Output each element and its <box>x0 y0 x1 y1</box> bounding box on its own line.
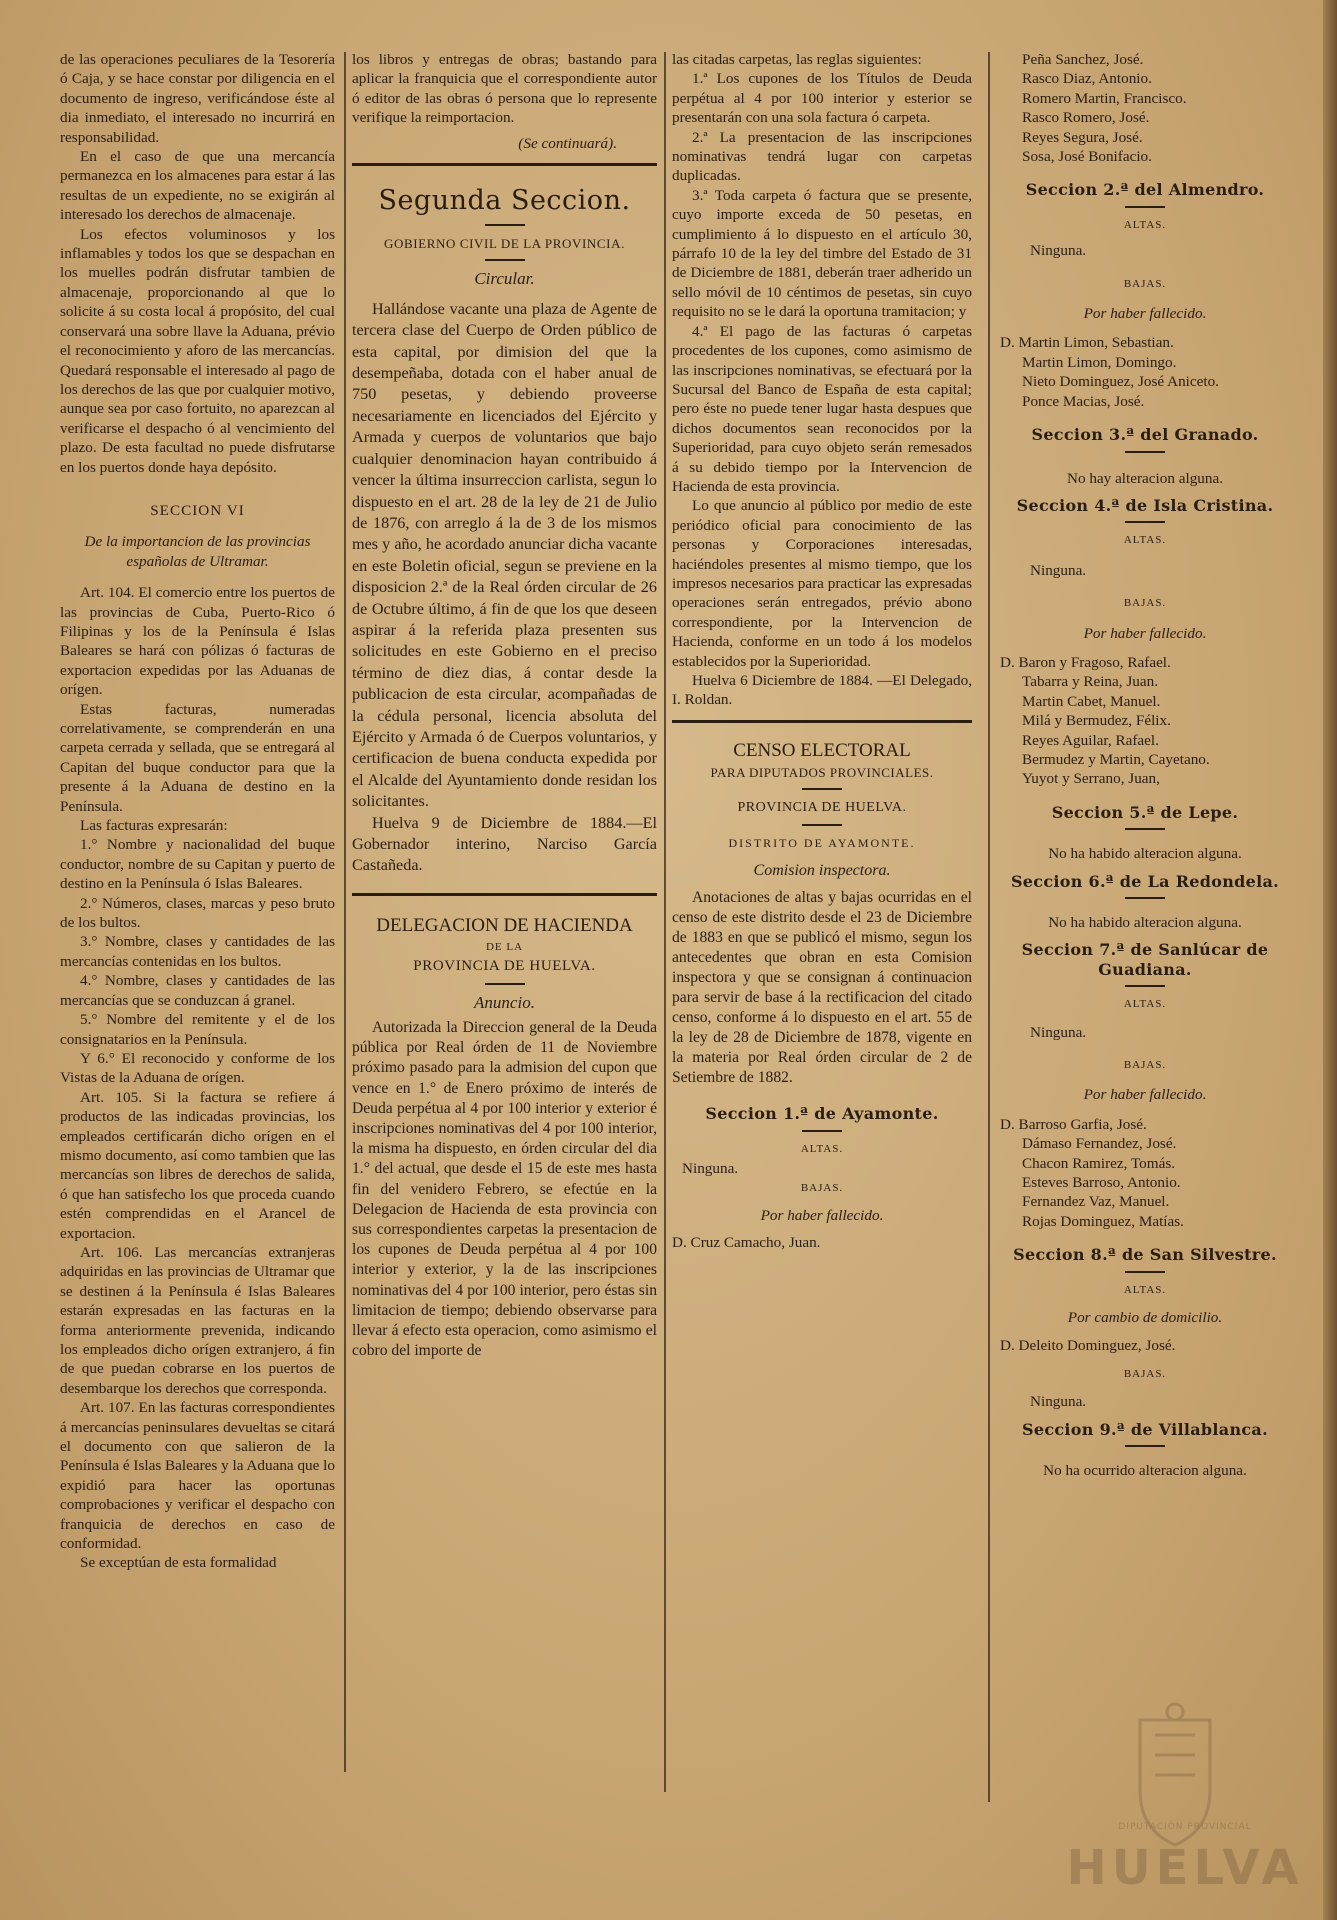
name-list <box>1000 333 1290 411</box>
divider <box>485 224 525 226</box>
section-heading: Seccion 2.ª del Almendro. <box>1025 180 1265 200</box>
list-item: Y 6.° El reconocido y conforme de los Vistas de la Aduana de orígen. <box>60 1049 335 1087</box>
list-item: 3.ª Toda carpeta ó factura que se presente, cuyo importe exceda de 50 pesetas, en cumplimiento á lo dispuesto en el artículo 30, párrafo 10 de la ley del timbre del Estado de 31 de Diciembre de 1881, deberán traer adherido un sello móvil de 10 céntimos de pesetas, sin cuyo requisito no se le dará la oportuna tramitacion; y <box>672 186 972 321</box>
divider <box>1125 521 1165 523</box>
section-heading: Seccion 5.ª de Lepe. <box>1051 802 1239 822</box>
page-edge <box>1323 0 1337 1920</box>
entry: Ninguna. <box>1030 1023 1087 1041</box>
paragraph: de las operaciones peculiares de la Tesorería ó Caja, y se hace constar por diligencia en el documento de ingreso, verificándose éste al dia inmediato, el interesado no incurrirá en responsabilidad. <box>60 51 335 146</box>
paragraph: En el caso de que una mercancía permanezca en los almacenes para estar á las resultas de un expediente, no se exigirán al interesado los derechos de almacenaje. <box>60 148 335 224</box>
list-item: 1.° Nombre y nacionalidad del buque conductor, nombre de su Capitan y puerto de destino en la Península ó Islas Baleares. <box>60 836 335 893</box>
column-2 <box>352 50 657 1361</box>
divider <box>352 163 657 166</box>
name-entry: Yuyot y Serrano, Juan, <box>1022 770 1160 788</box>
paragraph: Hallándose vacante una plaza de Agente de tercera clase del Cuerpo de Orden público de esta capital, por dimision del que la desempeñaba, dotada con el haber anual de 750 pesetas, y debiendo proveerse necesariamente en licenciados del Ejército y Armada y cuerpos de voluntarios que bajo cualquier denominacion hayan contribuido á vencer la última insurreccion carlista, segun lo dispuesto en el art. 28 de la ley de 21 de Julio de 1876, con arreglo á la de 3 de los mismos mes y año, he acordado anunciar dicha vacante en este Boletin oficial, segun se previene en la disposicion 2.ª de la Real órden circular de 26 de Octubre último, á fin de que los que deseen aspirar á la referida plaza presenten sus solicitudes en este Gobierno en el preciso término de diez dias, á contar desde la publicacion de esta circular, acompañadas de la cédula personal, licencia absoluta del Ejército y Armada ó de Cuerpos voluntarios, y certificacion de buena conducta expedida por el Alcalde del Ayuntamiento donde residan los solicitantes. <box>352 299 657 811</box>
entry: No ha habido alteracion alguna. <box>1048 914 1242 931</box>
name-entry: Reyes Aguilar, Rafael. <box>1022 731 1159 749</box>
name-entry: D. Baron y Fragoso, Rafael. <box>1000 653 1171 671</box>
section-heading: Seccion 4.ª de Isla Cristina. <box>1016 495 1274 515</box>
divider <box>1125 985 1165 987</box>
name-list <box>1000 653 1290 789</box>
name-entry: Dámaso Fernandez, José. <box>1022 1135 1177 1153</box>
reason: Por haber fallecido. <box>1083 1086 1207 1104</box>
list-item: 2.ª La presentacion de las inscripciones nominativas tendrá lugar con carpetas duplicadas. <box>672 128 972 185</box>
name-entry: Nieto Dominguez, José Aniceto. <box>1022 373 1219 391</box>
name-entry: D. Barroso Garfia, José. <box>1000 1115 1147 1133</box>
paragraph: las citadas carpetas, las reglas siguientes: <box>672 51 922 68</box>
entry: Ninguna. <box>682 1160 739 1178</box>
section-title: Segunda Seccion. <box>378 185 631 217</box>
divider <box>485 259 525 261</box>
section-heading: Seccion 3.ª del Granado. <box>1031 425 1259 445</box>
column-4 <box>1000 50 1290 1481</box>
paragraph: Autorizada la Direccion general de la Deuda pública por Real órden de 11 de Noviembre próximo pasado para la admision del cupon que vence en 1.° de Enero próximo de interés de Deuda perpétua al 4 por 100 interior y exterior é inscripciones nominativas del 4 por 100 interior, la misma ha dispuesto, en órden circular del dia 1.° del actual, que desde el 15 de este mes hasta fin del venidero Febrero, se efectúe en la Delegacion de Hacienda de esta provincia con sus correspondientes carpetas la presentacion de los cupones de Deuda perpétua al 4 por 100 interior y exterior, y la de las inscripciones nominativas del 4 por 100 interior, pero éstas sin limitacion de tiempo; debiendo observarse para llevar á efecto esta operacion, como asimismo el cobro del importe de <box>352 1019 657 1360</box>
divider <box>802 1130 842 1132</box>
section-heading: Seccion 9.ª de Villablanca. <box>1022 1419 1268 1439</box>
reason: Por haber fallecido. <box>1083 305 1207 323</box>
name-entry: D. Cruz Camacho, Juan. <box>672 1234 821 1252</box>
section-heading: SECCION VI <box>150 501 245 519</box>
divider <box>352 893 657 896</box>
altas-label: ALTAS. <box>1123 998 1167 1011</box>
altas-label: ALTAS. <box>1123 534 1167 547</box>
paragraph: Lo que anuncio al público por medio de este periódico oficial para conocimiento de las personas y Corporaciones interesadas, haciéndoles presentes al mismo tiempo, que los impresos necesarios para practicar las expresadas operaciones serán entregados, prévio abono correspondiente, por la Intervencion de Hacienda, conforme en un todo á los modelos establecidos por la Superioridad. <box>672 497 972 670</box>
name-entry: Bermudez y Martin, Cayetano. <box>1022 750 1210 768</box>
divider <box>1125 828 1165 830</box>
paragraph: Los efectos voluminosos y los inflamables y todos los que se despachan en los muelles podrán disfrutar tambien de almacenaje, proporcionando al que lo solicite á su costa local á propósito, del cual conservará una sobre llave la Aduana, prévio el reconocimiento y aforo de las mercancías. Quedará responsable el interesado al pago de los derechos de las que por cualquier motivo, aunque sea por caso fortuito, no aparezcan al verificarse el despacho ó al vencimiento del plazo. De esta facultad no puede disfrutarse en los puertos donde haya depósito. <box>60 225 335 476</box>
section-heading: Seccion 1.ª de Ayamonte. <box>705 1104 939 1124</box>
watermark-text: HUELVA <box>1066 1840 1304 1896</box>
name-list <box>1000 1115 1290 1231</box>
section-heading: Seccion 7.ª de Sanlúcar de Guadiana. <box>1021 940 1269 979</box>
section-heading: Seccion 6.ª de La Redondela. <box>1010 871 1280 891</box>
paragraph: Las facturas expresarán: <box>80 817 228 835</box>
column-rule <box>988 52 990 1802</box>
article: Art. 104. El comercio entre los puertos de las provincias de Cuba, Puerto-Rico ó Filipinas y los de la Península é Islas Baleares se hará con pólizas ó facturas de exportacion expedidas por las Aduanas de orígen. <box>60 584 335 699</box>
name-entry: Reyes Segura, José. <box>1022 128 1143 146</box>
entry: No ha ocurrido alteracion alguna. <box>1043 1462 1247 1480</box>
column-rule <box>344 52 346 1772</box>
section-heading: Seccion 8.ª de San Silvestre. <box>1013 1245 1277 1265</box>
article: Art. 107. En las facturas correspondientes á mercancías peninsulares devueltas se citará el documento con que salieron de la Península é Islas Baleares y la Aduana que lo expidió para hacer las oportunas comprobaciones y verificar el despacho con franquicia de derechos en caso de conformidad. <box>60 1399 335 1553</box>
bajas-label: BAJAS. <box>1123 597 1167 610</box>
name-entry: Romero Martin, Francisco. <box>1022 89 1187 107</box>
name-entry: Tabarra y Reina, Juan. <box>1022 673 1158 691</box>
agency-heading: GOBIERNO CIVIL DE LA PROVINCIA. <box>384 236 625 252</box>
divider <box>802 788 842 790</box>
article: Art. 105. Si la factura se refiere á productos de las indicadas provincias, los empleados certificarán dicho orígen en el mismo documento, así como tambien que las mercancías son libres de derechos de salida, ó que han satisfecho los que proceda cuando estén comprendidas en el Arancel de exportacion. <box>60 1088 335 1242</box>
column-rule <box>664 52 666 1792</box>
reason: Por haber fallecido. <box>760 1207 884 1225</box>
notice-type: Comision inspectora. <box>753 862 891 880</box>
notice-subheading: PARA DIPUTADOS PROVINCIALES. <box>710 764 934 780</box>
list-item: 3.° Nombre, clases y cantidades de las mercancías contenidas en los bultos. <box>60 933 335 970</box>
altas-label: ALTAS. <box>1123 218 1167 231</box>
signature: Huelva 9 de Diciembre de 1884.—El Gobernador interino, Narciso García Castañeda. <box>352 813 657 875</box>
name-entry: Martin Cabet, Manuel. <box>1022 692 1161 710</box>
notice-type: Anuncio. <box>474 992 535 1012</box>
name-entry: Fernandez Vaz, Manuel. <box>1022 1193 1170 1211</box>
section-subheading: De la importancion de las provincias españolas de Ultramar. <box>84 533 311 570</box>
name-entry: Peña Sanchez, José. <box>1022 51 1144 68</box>
column-3 <box>672 50 972 1253</box>
divider <box>1125 451 1165 453</box>
entry: Ninguna. <box>1030 242 1087 260</box>
paragraph: Se exceptúan de esta formalidad <box>80 1554 277 1572</box>
name-entry: Milá y Bermudez, Félix. <box>1022 712 1171 730</box>
district-heading: DISTRITO DE AYAMONTE. <box>728 835 916 850</box>
divider <box>1125 206 1165 208</box>
name-entry: Martin Limon, Domingo. <box>1022 353 1177 371</box>
name-entry: Sosa, José Bonifacio. <box>1022 148 1152 166</box>
column-1 <box>60 50 335 1573</box>
paragraph: Estas facturas, numeradas correlativamente, se comprenderán en una carpeta cerrada y sellada, que se entregará al Capitan del buque conductor para que la presente á la Aduana de destino en la Península. <box>60 700 335 815</box>
entry: Ninguna. <box>1030 1393 1087 1411</box>
entry: Ninguna. <box>1030 561 1087 579</box>
continued-note: (Se continuará). <box>518 134 617 152</box>
reason: Por cambio de domicilio. <box>1067 1309 1223 1327</box>
divider <box>672 720 972 723</box>
notice-heading: CENSO ELECTORAL <box>733 739 911 761</box>
list-item: 4.ª El pago de las facturas ó carpetas procedentes de los cupones, como asimismo de las inscripciones nominativas, se efectuará por la Sucursal del Banco de España de esta capital; pero éste no puede tener lugar hasta despues que dichos documentos sean reconocidos por la Superioridad, para cuyo objeto serán remesados á su debido tiempo por la Intervencion de Hacienda de esta provincia. <box>672 322 972 495</box>
divider <box>1125 1271 1165 1273</box>
bajas-label: BAJAS. <box>800 1181 844 1194</box>
watermark-subtitle: DIPUTACIÓN PROVINCIAL <box>1118 1822 1252 1832</box>
entry: No hay alteracion alguna. <box>1066 469 1224 487</box>
altas-label: ALTAS. <box>1123 1283 1167 1296</box>
name-entry: Rojas Dominguez, Matías. <box>1022 1212 1184 1230</box>
agency-heading: DELEGACION DE HACIENDA <box>376 914 633 936</box>
divider <box>1125 1445 1165 1447</box>
divider <box>1125 897 1165 899</box>
name-entry: Rasco Romero, José. <box>1022 109 1150 127</box>
bajas-label: BAJAS. <box>1123 277 1167 290</box>
list-item: 4.° Nombre, clases y cantidades de las mercancías que se conduzcan á granel. <box>60 972 335 1009</box>
name-entry: Esteves Barroso, Antonio. <box>1022 1174 1181 1192</box>
agency-heading: DE LA <box>485 940 524 953</box>
name-entry: D. Martin Limon, Sebastian. <box>1000 334 1174 352</box>
name-entry: Ponce Macias, José. <box>1022 392 1145 410</box>
province-heading: PROVINCIA DE HUELVA. <box>737 800 907 816</box>
name-entry: Chacon Ramirez, Tomás. <box>1022 1154 1176 1172</box>
paragraph: los libros y entregas de obras; bastando para aplicar la franquicia que el correspondiente autor ó editor de las obras ó persona que lo represente verifique la reimportacion. <box>352 51 657 127</box>
list-item: 1.ª Los cupones de los Títulos de Deuda perpétua al 4 por 100 interior y esterior se presentarán con una sola factura ó carpeta. <box>672 70 972 127</box>
divider <box>802 824 842 826</box>
notice-type: Circular. <box>474 269 535 289</box>
bajas-label: BAJAS. <box>1123 1059 1167 1072</box>
paragraph: Anotaciones de altas y bajas ocurridas en el censo de este distrito desde el 23 de Diciembre de 1883 en que se publicó el mismo, segun los antecedentes que obran en esta Comision inspectora y que se consignan á continuacion para servir de base á la rectificacion del citado censo, conforme á lo dispuesto en el art. 55 de la ley de 28 de Diciembre de 1878, vigente en la materia por Real órden circular de 2 de Setiembre de 1882. <box>672 889 972 1087</box>
agency-heading: PROVINCIA DE HUELVA. <box>413 958 596 975</box>
article: Art. 106. Las mercancías extranjeras adquiridas en las provincias de Ultramar que se destinen á la Península é Islas Baleares estarán expresadas en las facturas en la forma anteriormente prevenida, indicando los empleados dicho orígen extranjero, á fin de que puedan cobrarse en los puertos de desembarque los derechos que corresponda. <box>60 1243 335 1397</box>
bajas-label: BAJAS. <box>1123 1367 1167 1380</box>
name-list <box>1000 50 1290 166</box>
signature: Huelva 6 Diciembre de 1884. —El Delegado, I. Roldan. <box>672 672 972 709</box>
name-entry: Rasco Diaz, Antonio. <box>1022 70 1152 88</box>
list-item: 2.° Números, clases, marcas y peso bruto de los bultos. <box>60 894 335 932</box>
list-item: 5.° Nombre del remitente y el de los consignatarios en la Península. <box>60 1011 335 1048</box>
altas-label: ALTAS. <box>800 1142 844 1155</box>
name-entry: D. Deleito Dominguez, José. <box>1000 1336 1176 1354</box>
entry: No ha habido alteracion alguna. <box>1048 845 1242 863</box>
reason: Por haber fallecido. <box>1083 624 1207 642</box>
divider <box>485 983 525 985</box>
